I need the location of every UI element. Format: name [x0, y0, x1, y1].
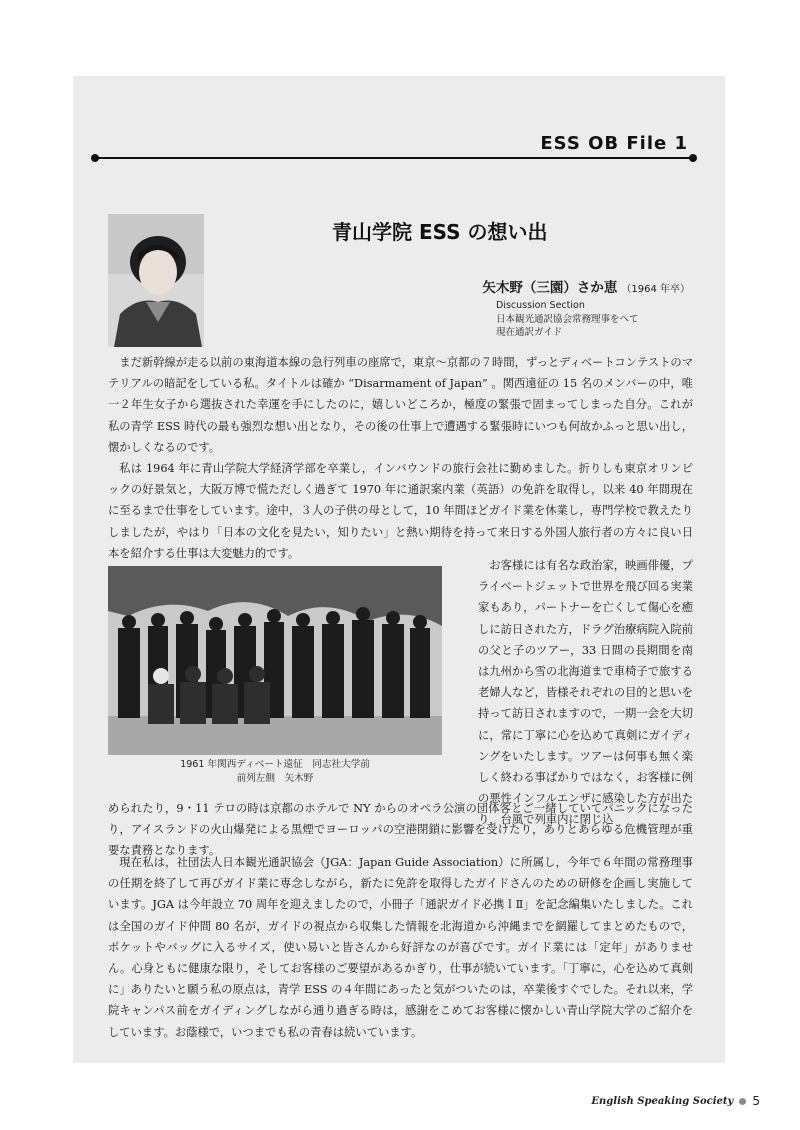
paragraph: められたり，9・11 テロの時は京都のホテルで NY からのオペラ公演の団体客とご一緒していてパニックになったり，アイスランドの火山爆発による黒煙でヨーロッパの空港閉鎖に影響を受けたり，ありとあらゆる危機管理が重要な責務となります。: [108, 802, 693, 858]
header-rule: [95, 157, 693, 159]
article-title: 青山学院 ESS の想い出: [332, 220, 548, 244]
author-year: （1964 年卒）: [621, 284, 690, 295]
rule-dot-left: [91, 154, 99, 162]
society-name: English Speaking Society: [591, 1095, 734, 1107]
portrait-image: [108, 214, 204, 347]
section-header: ESS OB File 1: [540, 133, 688, 154]
caption-line: 前列左側 矢木野: [236, 773, 314, 784]
portrait-photo: [108, 214, 204, 347]
caption-line: 1961 年関西ディベート遠征 同志社大学前: [180, 759, 370, 770]
rule-dot-right: [689, 154, 697, 162]
group-photo: [108, 566, 442, 755]
affiliation-line: 現在通訳ガイド: [496, 327, 563, 338]
paragraph: まだ新幹線が走る以前の東海道本線の急行列車の座席で，東京〜京都の７時間，ずっとディベートコンテストのマテリアルの暗記をしている私。タイトルは確か “Disarmament of Japan” 。関西遠征の 15 名のメンバーの中，唯一２年生女子から選抜された幸運を手にしたのに，嬉しいどころか，極度の緊張で固まってしまった自分。これが私の青学 ESS 時代の最も強烈な想い出となり，その後の仕事上で遭遇する緊張時にいつも何故かふっと思い出し，懐かしくなるのです。: [108, 356, 693, 454]
paragraph: 現在私は，社団法人日本観光通訳協会（JGA：Japan Guide Association）に所属し，今年で６年間の常務理事の任期を終了して再びガイド業に専念しながら，新たに免許を取得したガイドさんのための研修を企画し実施しています。JGA は今年設立 70 周年を迎えましたので，小冊子「通訳ガイド必携ＩⅡ」を記念編集いたしました。これは全国のガイド仲間 80 名が，ガイドの視点から収集した情報を北海道から沖縄までを網羅してまとめたもので，ポケットやバッグに入るサイズ，使い易いと皆さんから好評なのが喜びです。ガイド業には「定年」がありません。心身ともに健康な限り，そしてお客様のご要望があるかぎり，仕事が続いています。「丁寧に，心を込めて真剣に」ありたいと願う私の原点は，青学 ESS の４年間にあったと気がついたのは，卒業後すぐでした。それ以来，学院キャンパス前をガイディングしながら通り過ぎる時は，感謝をこめてお客様に懐かしい青山学院大学のご紹介をしています。お蔭様で，いつまでも私の青春は続いています。: [108, 856, 693, 1039]
author-affiliation: [496, 299, 639, 340]
page-footer: [591, 1094, 760, 1108]
paragraph: 私は 1964 年に青山学院大学経済学部を卒業し，インバウンドの旅行会社に勤めました。折りしも東京オリンピックの好景気と，大阪万博で慌ただしく過ぎて 1970 年に通訳案内業（英語）の免許を取得し，以来 40 年間現在に至るまで仕事をしています。途中，３人の子供の母として，10 年間ほどガイド業を休業し，専門学校で教えたりしましたが，やはり「日本の文化を見たい，知りたい」と熱い期待を持って来日する外国人旅行者の方々に良い日本を紹介する仕事は大変魅力的です。: [108, 462, 693, 560]
affiliation-line: Discussion Section: [496, 300, 585, 311]
affiliation-line: 日本観光通訳協会常務理事をへて: [496, 313, 639, 325]
author-line: [482, 276, 690, 296]
footer-dot: [739, 1098, 746, 1105]
group-image: [108, 566, 442, 755]
page-number: 5: [752, 1094, 760, 1108]
author-name: 矢木野（三園）さか恵: [482, 280, 618, 296]
paragraph: お客様には有名な政治家，映画俳優，プライベートジェットで世界を飛び回る実業家もあり，パートナーを亡くして傷心を癒しに訪日された方，ドラグ治療病院入院前の父と子のツアー，33 日間の長期間を南は九州から雪の北海道まで車椅子で旅する老婦人など，皆様それぞれの目的と思いを持って訪日されますので，一期一会を大切に，常に丁寧に心を込めて真剣にガイディングをいたします。ツアーは何事も無く楽しく終わる事ばかりではなく，お客様に例の悪性インフルエンザに感染した方が出たり，台風で列車内に閉じ込: [478, 559, 693, 827]
photo-caption: [108, 758, 442, 786]
